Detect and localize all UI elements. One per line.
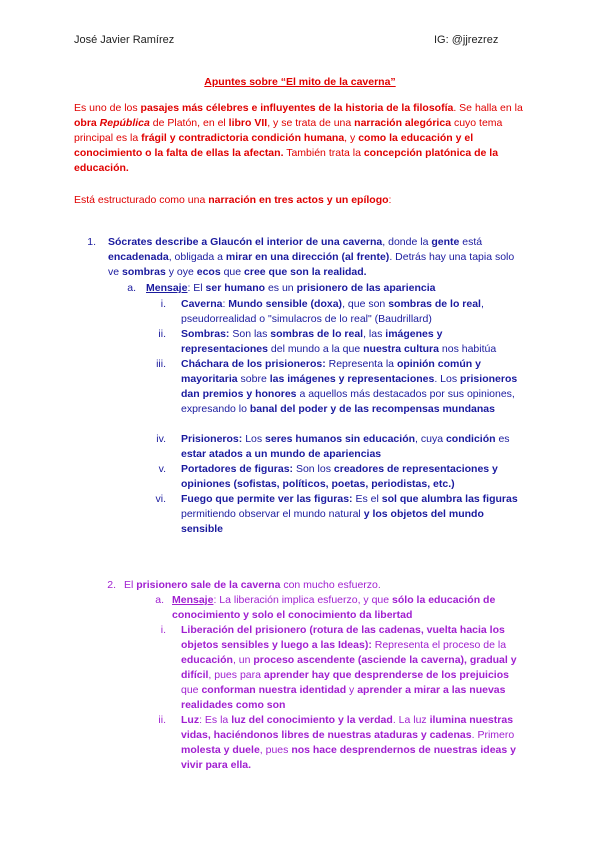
item-fuego: Fuego que permite ver las figuras: Es el sol que alumbra las figuras permitiendo observar el mundo natural y los objetos del mundo sensible [181, 493, 518, 535]
list-roman: i. [160, 624, 166, 636]
section-2-text: El prisionero sale de la caverna con mucho esfuerzo. [124, 579, 381, 591]
item-luz: Luz: Es la luz del conocimiento y la verdad. La luz ilumina nuestras vidas, haciéndonos libres de nuestras ataduras y cadenas. Primero molesta y duele, pues nos hace desprendernos de nuestras ideas y vivir para ella. [181, 714, 516, 771]
item-portadores: Portadores de figuras: Son los creadores de representaciones y opiniones (sofistas, políticos, poetas, periodistas, etc.) [181, 463, 498, 490]
list-roman: i. [160, 298, 166, 310]
item-sombras: Sombras: Son las sombras de lo real, las imágenes y representaciones del mundo a la que nuestra cultura nos habitúa [181, 328, 497, 355]
list-roman: iii. [156, 358, 166, 370]
document-title: Apuntes sobre “El mito de la caverna” [204, 76, 396, 88]
item-caverna: Caverna: Mundo sensible (doxa), que son sombras de lo real, pseudorrealidad o "simulacros de lo real" (Baudrillard) [181, 298, 484, 325]
list-number: 1. [87, 236, 96, 248]
list-roman: ii. [158, 328, 166, 340]
list-roman: iv. [156, 433, 166, 445]
list-letter: a. [127, 282, 136, 294]
list-roman: vi. [155, 493, 166, 505]
intro-paragraph: Es uno de los pasajes más célebres e influyentes de la historia de la filosofía. Se halla en la obra República de Platón, en el libro VII, y se trata de una narración alegórica cuyo tema principal es la frágil y contradictoria condición humana, y como la educación y el conocimiento o la falta de ellas la afectan. También trata la concepción platónica de la educación. [74, 102, 523, 174]
list-letter: a. [155, 594, 164, 606]
instagram-handle: IG: @jjrezrez [434, 34, 499, 46]
structure-paragraph: Está estructurado como una narración en tres actos y un epílogo: [74, 194, 392, 206]
item-chachara: Cháchara de los prisioneros: Representa la opinión común y mayoritaria sobre las imágenes y representaciones. Los prisioneros dan premios y honores a aquellos más destacados por sus opiniones, expresando lo banal del poder y de las recompensas mundanas [181, 358, 518, 415]
section-1-message: Mensaje: El ser humano es un prisionero de las apariencia [146, 282, 436, 294]
list-roman: v. [158, 463, 166, 475]
section-1-text: Sócrates describe a Glaucón el interior de una caverna, donde la gente está encadenada, obligada a mirar en una dirección (al frente). Detrás hay una tapia solo ve sombras y oye ecos que cree que son la realidad. [108, 236, 515, 278]
list-roman: ii. [158, 714, 166, 726]
author-name: José Javier Ramírez [74, 34, 175, 46]
list-number: 2. [107, 579, 116, 591]
section-2-message: Mensaje: La liberación implica esfuerzo, y que sólo la educación de conocimiento y solo el conocimiento da libertad [172, 594, 496, 621]
item-liberacion: Liberación del prisionero (rotura de las cadenas, vuelta hacia los objetos sensibles y luego a las Ideas): Representa el proceso de la educación, un proceso ascendente (asciende la caverna), gradual y difícil, pues para aprender hay que desprenderse de los prejuicios que conforman nuestra identidad y aprender a mirar a las nuevas realidades como son [181, 624, 517, 711]
item-prisioneros: Prisioneros: Los seres humanos sin educación, cuya condición es estar atados a un mundo de apariencias [181, 433, 510, 460]
